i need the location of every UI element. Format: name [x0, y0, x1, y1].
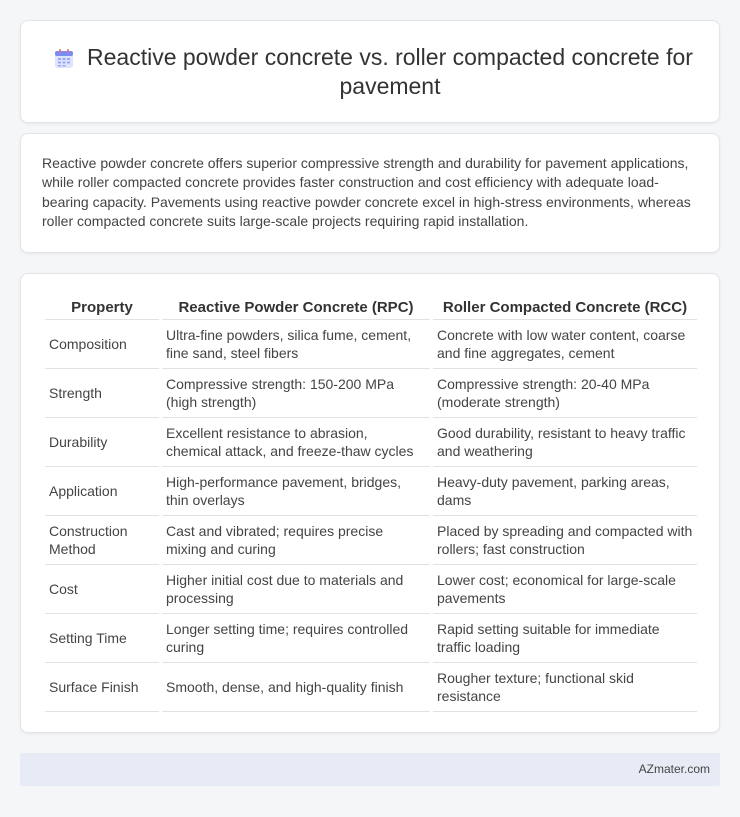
table-row — [45, 369, 697, 418]
rpc-cell: Smooth, dense, and high-quality finish — [162, 663, 430, 712]
summary-text: Reactive powder concrete offers superior compressive strength and durability for pavement applications, while roller compacted concrete provides faster construction and cost efficiency with adequate load-bearing capacity. Pavements using reactive powder concrete excel in high-stress environments, whereas roller compacted concrete suits large-scale projects requiring rapid installation. — [42, 155, 691, 230]
property-cell: Durability — [45, 418, 159, 467]
property-cell: Surface Finish — [45, 663, 159, 712]
rcc-cell: Heavy-duty pavement, parking areas, dams — [433, 467, 697, 516]
table-row — [45, 516, 697, 565]
column-header-property: Property — [45, 294, 159, 320]
property-cell: Strength — [45, 369, 159, 418]
rpc-cell: Compressive strength: 150-200 MPa (high strength) — [162, 369, 430, 418]
page-title: Reactive powder concrete vs. roller compacted concrete for pavement — [87, 44, 693, 99]
comparison-table — [42, 294, 700, 712]
header-card — [20, 20, 720, 123]
rpc-cell: High-performance pavement, bridges, thin overlays — [162, 467, 430, 516]
comparison-table-card — [20, 273, 720, 733]
column-header-rcc: Roller Compacted Concrete (RCC) — [433, 294, 697, 320]
table-row — [45, 565, 697, 614]
property-cell: Setting Time — [45, 614, 159, 663]
property-cell: Application — [45, 467, 159, 516]
summary-card — [20, 133, 720, 253]
table-row — [45, 467, 697, 516]
table-row — [45, 320, 697, 369]
column-header-rpc: Reactive Powder Concrete (RPC) — [162, 294, 430, 320]
footer-brand-link[interactable]: AZmater.com — [638, 762, 710, 776]
rpc-cell: Longer setting time; requires controlled curing — [162, 614, 430, 663]
table-row — [45, 663, 697, 712]
property-cell: Cost — [45, 565, 159, 614]
rpc-cell: Ultra-fine powders, silica fume, cement, fine sand, steel fibers — [162, 320, 430, 369]
rpc-cell: Cast and vibrated; requires precise mixing and curing — [162, 516, 430, 565]
table-row — [45, 418, 697, 467]
property-cell: Construction Method — [45, 516, 159, 565]
rcc-cell: Placed by spreading and compacted with rollers; fast construction — [433, 516, 697, 565]
rpc-cell: Excellent resistance to abrasion, chemical attack, and freeze-thaw cycles — [162, 418, 430, 467]
rpc-cell: Higher initial cost due to materials and processing — [162, 565, 430, 614]
rcc-cell: Concrete with low water content, coarse and fine aggregates, cement — [433, 320, 697, 369]
footer-bar — [20, 753, 720, 786]
rcc-cell: Compressive strength: 20-40 MPa (moderate strength) — [433, 369, 697, 418]
rcc-cell: Rougher texture; functional skid resistance — [433, 663, 697, 712]
rcc-cell: Lower cost; economical for large-scale pavements — [433, 565, 697, 614]
table-row — [45, 614, 697, 663]
table-header-row — [45, 294, 697, 320]
rcc-cell: Good durability, resistant to heavy traffic and weathering — [433, 418, 697, 467]
rcc-cell: Rapid setting suitable for immediate traffic loading — [433, 614, 697, 663]
property-cell: Composition — [45, 320, 159, 369]
